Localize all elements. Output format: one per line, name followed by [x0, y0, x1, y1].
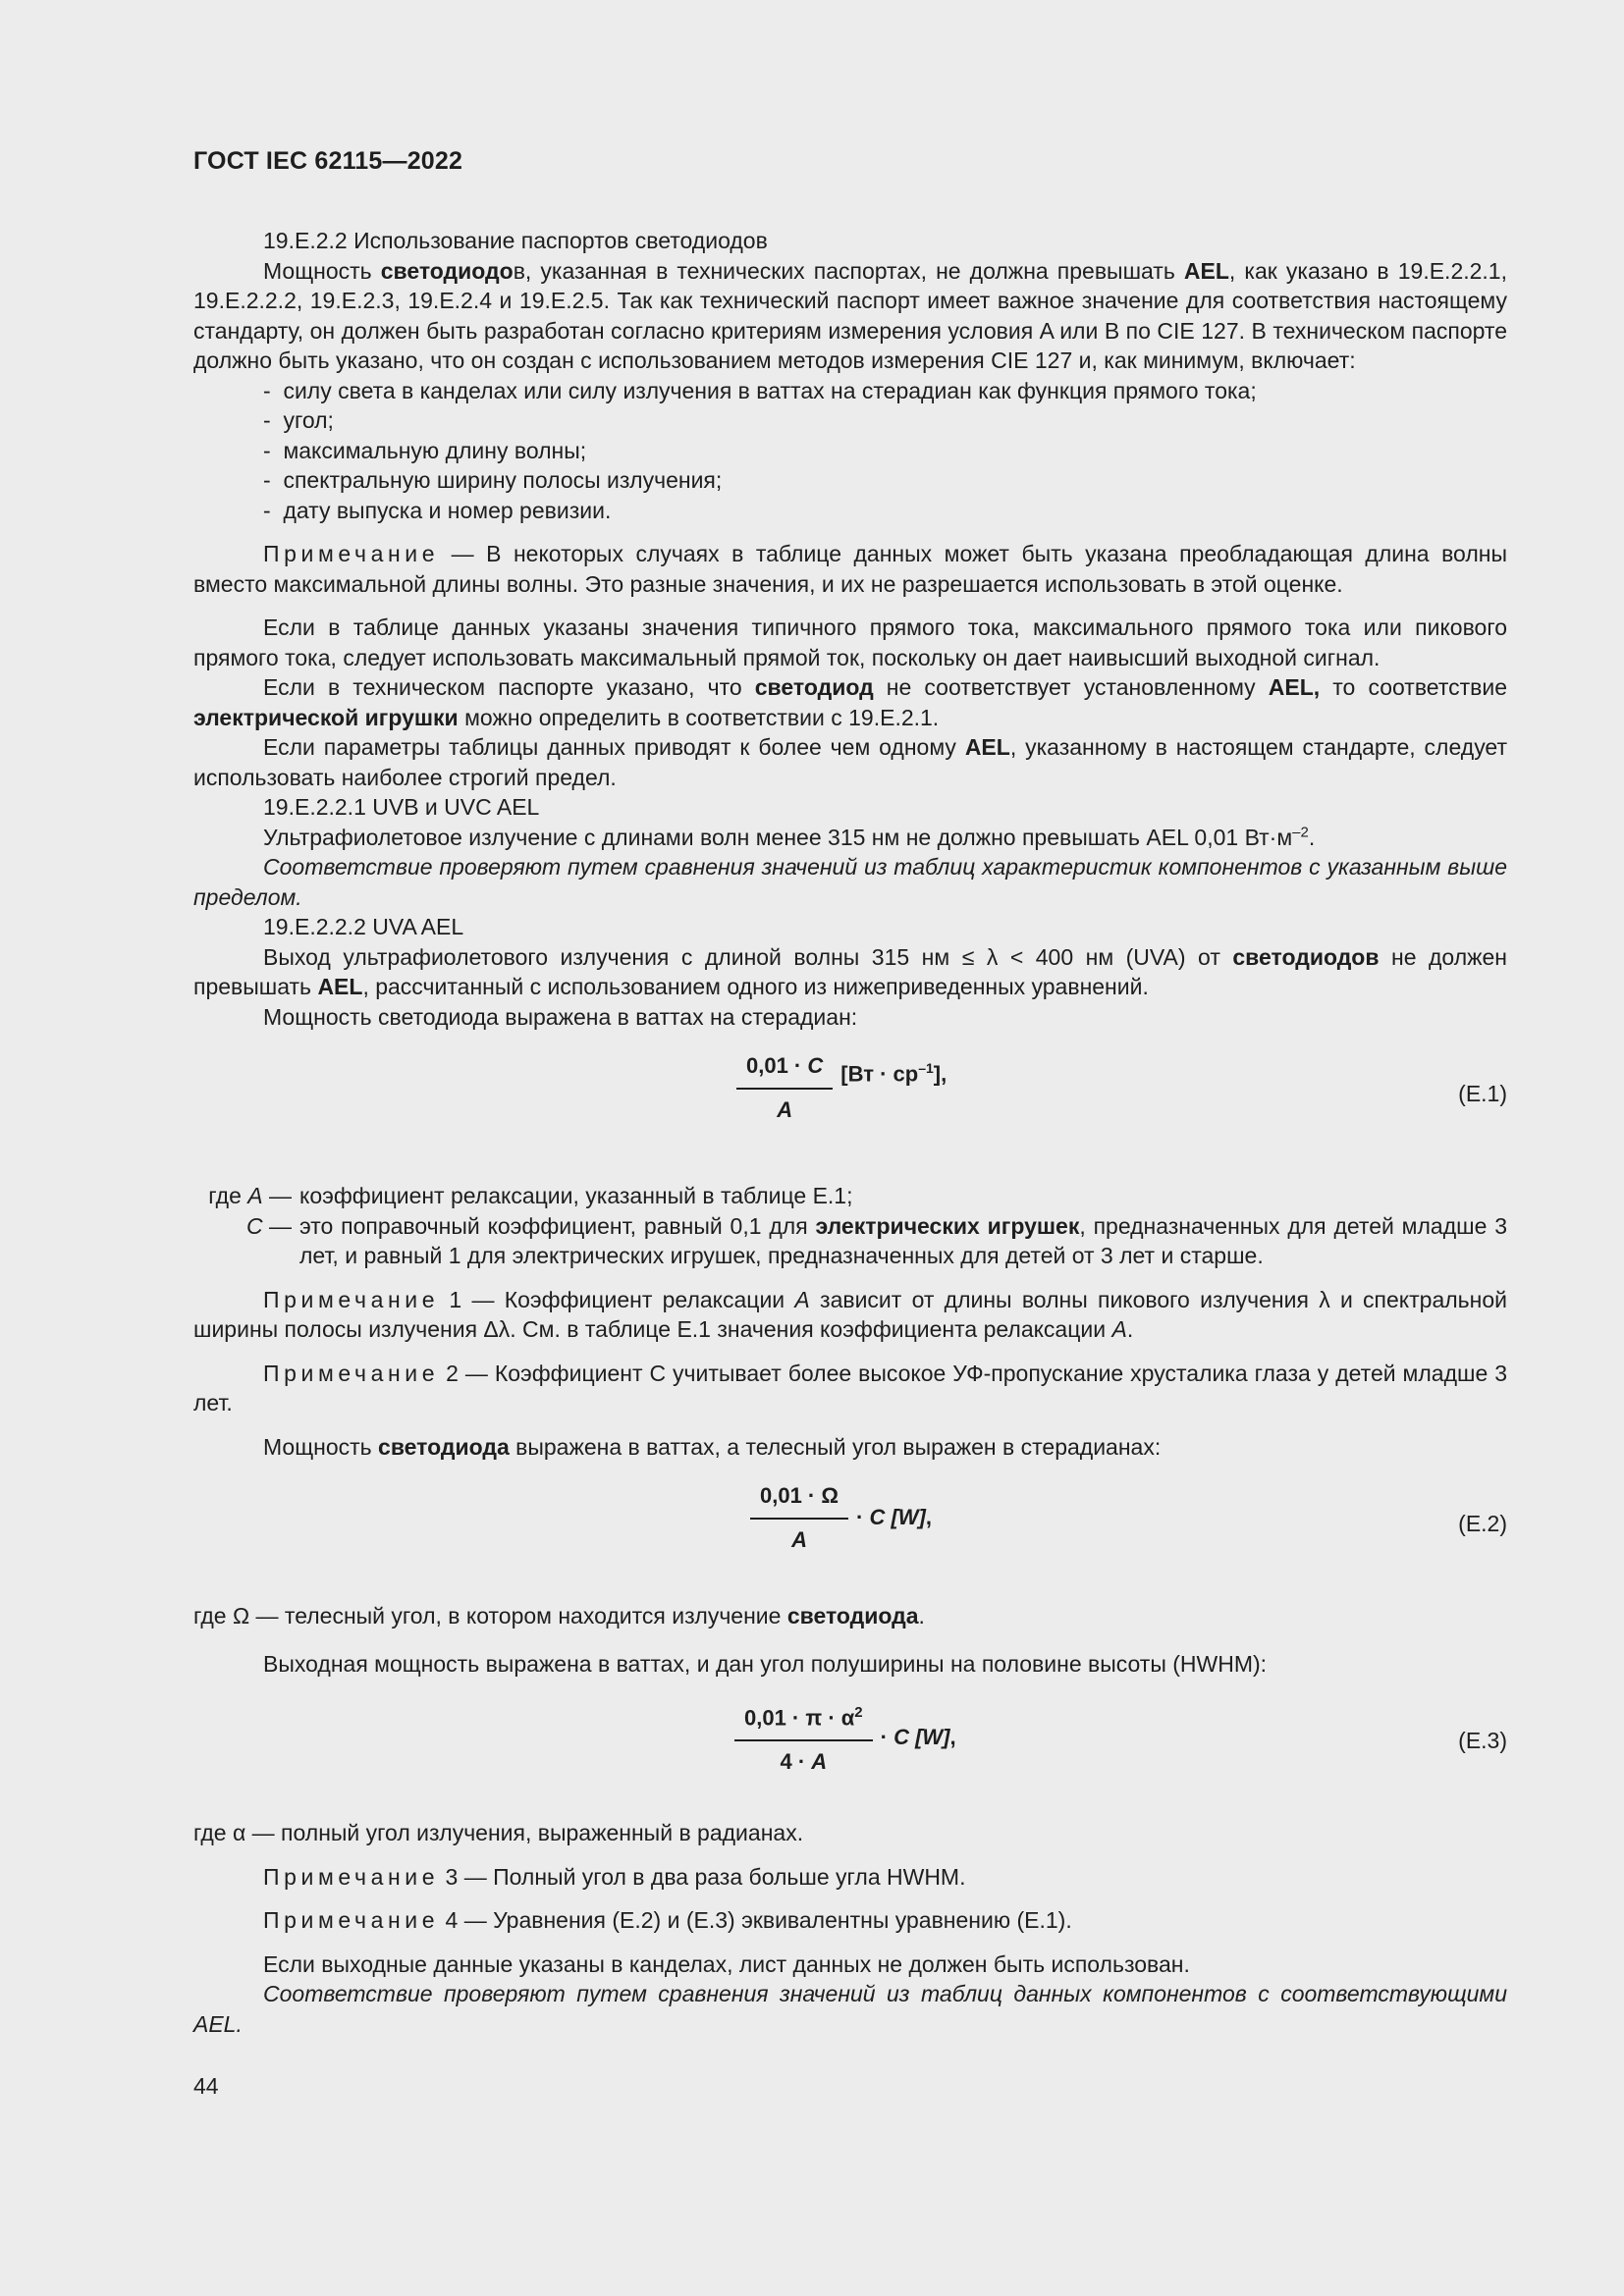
list-item: - угол;	[263, 405, 1507, 436]
subsection-heading: 19.E.2.2.2 UVA AEL	[263, 914, 464, 939]
equation-expression	[734, 1698, 956, 1777]
equation-tail: · C [W],	[856, 1505, 933, 1530]
paragraph: Мощность светодиода выражена в ваттах, а телесный угол выражен в стерадианах:	[263, 1433, 1162, 1460]
equation-expression	[736, 1051, 947, 1125]
paragraph: Мощность светодиода выражена в ваттах на стерадиан:	[263, 1003, 858, 1030]
note: Примечание 4 — Уравнения (E.2) и (E.3) эквивалентны уравнению (E.1).	[263, 1907, 1072, 1933]
equation-number: (E.1)	[1458, 1081, 1507, 1106]
fraction-denominator: A	[777, 1096, 793, 1122]
fraction-denominator: 4 · A	[780, 1748, 828, 1774]
fraction-numerator: 0,01 · Ω	[750, 1481, 848, 1520]
page-number: 44	[193, 2073, 219, 2099]
list-item: - силу света в канделах или силу излучения в ваттах на стерадиан как функция прямого тока;	[263, 376, 1507, 406]
definition-label: где A —	[208, 1183, 292, 1208]
paragraph: Выход ультрафиолетового излучения с длиной волны 315 нм ≤ λ < 400 нм (UVA) от светодиодов не должен превышать AEL, рассчитанный с использованием одного из нижеприведенных уравнений.	[193, 943, 1508, 999]
fraction	[736, 1051, 833, 1125]
fraction	[750, 1481, 848, 1555]
paragraph: где α — полный угол излучения, выраженный в радианах.	[193, 1820, 804, 1845]
section-heading: 19.E.2.2 Использование паспортов светодиодов	[263, 228, 768, 253]
list-item: - максимальную длину волны;	[263, 436, 1507, 466]
note: Примечание 1 — Коэффициент релаксации A зависит от длины волны пикового излучения λ и спектральной ширины полосы излучения Δλ. См. в таблице E.1 значения коэффициента релаксации A.	[193, 1286, 1507, 1342]
list-item: - дату выпуска и номер ревизии.	[263, 496, 1507, 526]
definition-row	[193, 1211, 1507, 1271]
equation-e3	[193, 1698, 1507, 1796]
equation-expression	[750, 1481, 932, 1555]
equation-units: $[Вт \cdot ср^{-1}]$,	[840, 1060, 947, 1087]
fraction-denominator: A	[791, 1526, 807, 1552]
compliance-text: Соответствие проверяют путем сравнения значений из таблиц характеристик компонентов с указанным выше пределом.	[193, 854, 1507, 910]
paragraph: Выходная мощность выражена в ваттах, и дан угол полуширины на половине высоты (HWHM):	[263, 1650, 1268, 1677]
subsection-heading: 19.E.2.2.1 UVB и UVC AEL	[263, 794, 540, 820]
variable-definitions	[193, 1181, 1507, 1271]
paragraph: где Ω — телесный угол, в котором находится излучение светодиода.	[193, 1603, 925, 1629]
paragraph: Ультрафиолетовое излучение с длинами волн менее 315 нм не должно превышать AEL 0,01 $Вт\cdot м^{-2}$.	[263, 823, 1316, 850]
equation-e1	[193, 1051, 1507, 1159]
fraction-numerator: $0,01 \cdot \pi \cdot \alpha^2$	[734, 1698, 873, 1741]
definition-label: C —	[245, 1212, 292, 1239]
page-header: ГОСТ IEC 62115—2022	[193, 147, 463, 175]
list-item: - спектральную ширину полосы излучения;	[263, 465, 1507, 496]
definition-text: это поправочный коэффициент, равный 0,1 для электрических игрушек, предназначенных для детей младше 3 лет, и равный 1 для электрических игрушек, предназначенных для детей от 3 лет и старше.	[299, 1212, 1507, 1268]
definition-row	[193, 1181, 1507, 1211]
note: Примечание — В некоторых случаях в таблице данных может быть указана преобладающая длина волны вместо максимальной длины волны. Это разные значения, и их не разрешается использовать в этой оценке.	[193, 541, 1507, 597]
paragraph: Мощность светодиодов, указанная в технических паспортах, не должна превышать AEL, как указано в 19.E.2.2.1, 19.E.2.2.2, 19.E.2.3, 19.E.2.4 и 19.E.2.5. Так как технический паспорт имеет важное значение для соответствия настоящему стандарту, он должен быть разработан согласно критериям измерения условия A или B по CIE 127. В техническом паспорте должно быть указано, что он создан с использованием методов измерения CIE 127 и, как минимум, включает:	[193, 257, 1507, 373]
paragraph: Если выходные данные указаны в канделах, лист данных не должен быть использован.	[263, 1950, 1190, 1977]
fraction-numerator: 0,01 · C	[736, 1051, 833, 1090]
equation-e2	[193, 1481, 1507, 1579]
note: Примечание 3 — Полный угол в два раза больше угла HWHM.	[263, 1863, 966, 1890]
fraction	[734, 1698, 873, 1777]
document-body	[193, 226, 1507, 2039]
requirements-list	[193, 376, 1507, 526]
paragraph: Если параметры таблицы данных приводят к более чем одному AEL, указанному в настоящем стандарте, следует использовать наиболее строгий предел.	[193, 734, 1507, 790]
definition-text: коэффициент релаксации, указанный в таблице E.1;	[299, 1183, 853, 1208]
compliance-text: Соответствие проверяют путем сравнения значений из таблиц данных компонентов с соответствующими AEL.	[193, 1981, 1507, 2037]
equation-tail: · C [W],	[880, 1724, 956, 1749]
note: Примечание 2 — Коэффициент C учитывает более высокое УФ-пропускание хрусталика глаза у детей младше 3 лет.	[193, 1360, 1507, 1415]
paragraph: Если в таблице данных указаны значения типичного прямого тока, максимального прямого тока или пикового прямого тока, следует использовать максимальный прямой ток, поскольку он дает наивысший выходной сигнал.	[193, 614, 1507, 670]
equation-number: (E.2)	[1458, 1511, 1507, 1536]
equation-number: (E.3)	[1458, 1728, 1507, 1753]
paragraph: Если в техническом паспорте указано, что светодиод не соответствует установленному AEL, то соответствие электрической игрушки можно определить в соответствии с 19.E.2.1.	[193, 674, 1507, 730]
